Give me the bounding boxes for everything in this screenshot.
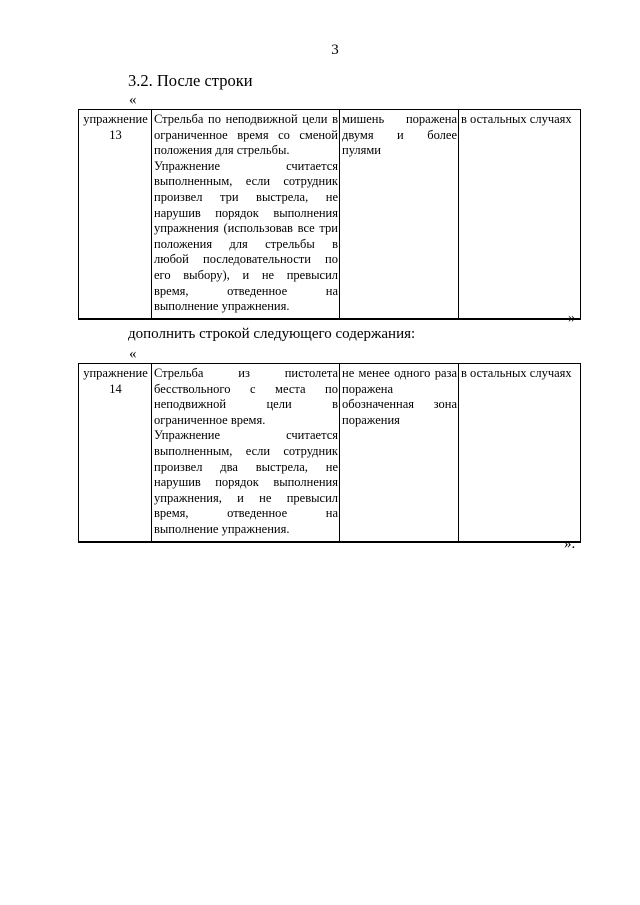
description-line: ограниченное время со сменой [154,127,338,142]
description-line: выполнение упражнения. [154,521,290,536]
description-line: произвел три выстрела, не [154,189,338,204]
description-line: его выбору), и не превысил [154,267,338,282]
description-line: выполнение упражнения. [154,299,290,314]
pass-line: поражена [342,381,393,396]
exercise-name-cell: упражнение 13 [79,110,152,319]
description-line: упражнения (использовав все три [154,221,338,236]
description-line: время, отведенное на [154,283,338,298]
table-row [79,110,581,319]
description-line: любой последовательности по [154,252,338,267]
description-line: ограниченное время. [154,412,266,427]
opening-quote-1: « [129,92,137,108]
pass-line: пулями [342,143,381,158]
description-line: Упражнение считается [154,428,338,443]
description-line: Упражнение считается [154,158,338,173]
table-row [79,364,581,542]
description-line: неподвижной цели в [154,397,338,412]
description-line: нарушив порядок выполнения [154,205,338,220]
pass-line: мишень поражена [342,112,457,126]
fail-criteria-cell: в остальных случаях [459,110,581,319]
description-line: упражнения, и не превысил [154,490,338,505]
section-heading: 3.2. После строки [128,71,253,90]
pass-line: поражения [342,412,400,427]
closing-quote-2: ». [564,536,576,552]
pass-line: не менее одного раза [342,366,457,380]
description-line: произвел два выстрела, не [154,459,338,474]
pass-criteria-cell [340,110,459,319]
sub-heading: дополнить строкой следующего содержания: [128,326,416,342]
closing-quote-1: » [568,310,576,326]
pass-line: обозначенная зона [342,397,457,412]
exercise-13-table [78,109,581,320]
opening-quote-2: « [129,346,137,362]
description-line: Стрельба по неподвижной цели в [154,112,338,126]
description-line: выполненным, если сотрудник [154,174,338,189]
description-line: положения для стрельбы. [154,143,290,158]
exercise-description-cell [152,364,340,542]
description-line: бесствольного с места по [154,381,338,396]
exercise-description-cell [152,110,340,319]
description-line: нарушив порядок выполнения [154,475,338,490]
pass-criteria-cell [340,364,459,542]
description-line: выполненным, если сотрудник [154,443,338,458]
exercise-14-table [78,363,581,543]
description-line: положения для стрельбы в [154,236,338,251]
description-line: Стрельба из пистолета [154,366,338,380]
exercise-name-cell: упражнение 14 [79,364,152,542]
fail-criteria-cell: в остальных случаях [459,364,581,542]
description-line: время, отведенное на [154,506,338,521]
page-number: 3 [331,42,339,58]
pass-line: двумя и более [342,127,457,142]
